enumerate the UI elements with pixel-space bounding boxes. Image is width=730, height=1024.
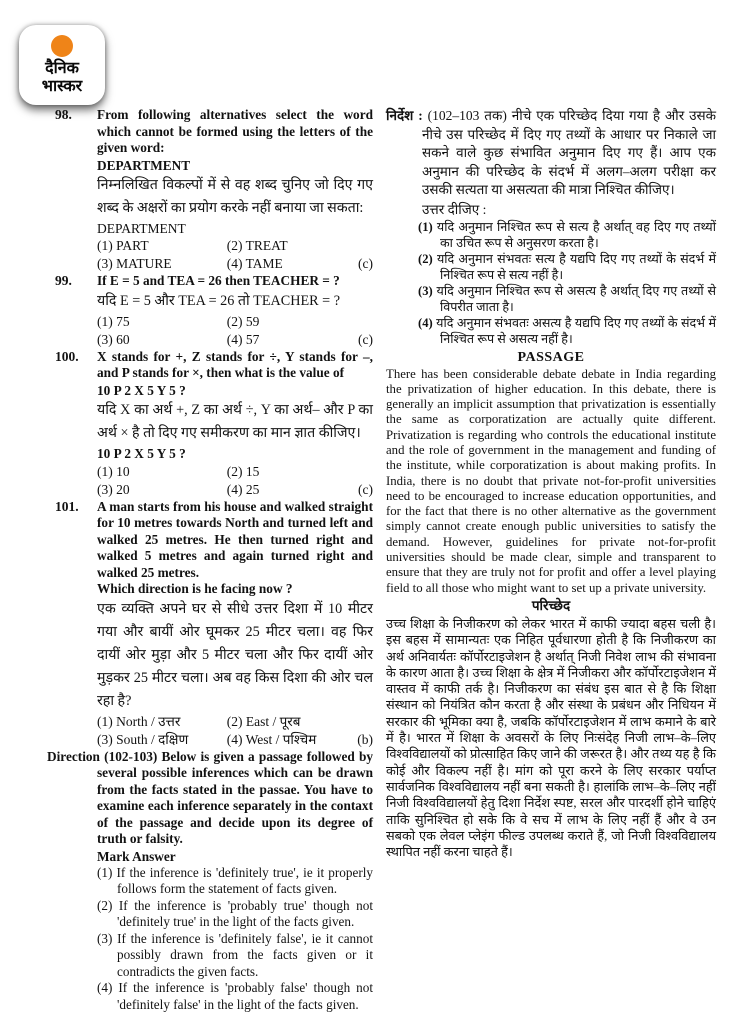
question-body [97, 499, 373, 749]
option-text: यदि अनुमान निश्चित रूप से सत्य है अर्थात् वह दिए गए तथ्यों का उचित रूप से अनुसरण करता है। [436, 219, 716, 250]
option-marker: (3) [418, 283, 433, 298]
direction-text: Below is given a passage followed by several possible inferences which can be drawn from the facts stated in the passae. You have to examine each inference separately in the contaxt of the passage and decide upon its degree of truth or falsity. [97, 748, 373, 846]
options-row [97, 331, 373, 349]
question-body [97, 273, 373, 349]
nirdesh-label: निर्देश : [386, 108, 423, 123]
options-row [97, 713, 373, 731]
passage-text-hi: उच्च शिक्षा के निजीकरण को लेकर भारत में काफी ज्यादा बहस चली है। इस बहस में सामान्यतः एक निहित पूर्वधारणा होती है कि निजीकरण का अर्थ अनिवार्यतः कॉर्पोरटाइजेशन है अर्थात् निजी निवेश लाभ की संभावना के कारण आता है। उच्च शिक्षा के क्षेत्र में निजीकरा और कॉर्पोरटाइजेशन में वास्तव में काफी तर्क है। निजीकरण का संबंध इस बात से है कि शिक्षा संस्थान को नियंत्रित कौन करता है और संस्था के प्रबंधन और निधियन में सरकार की भूमिका क्या है, जबकि कॉर्पोरटाइजेशन में लाभ कमाने के बारे में है। भारत में शिक्षा के अवसरों के लिए निःसंदेह निजी लाभ–के–लिए विश्वविद्यालयों को प्रोत्साहित किए जाने की जरूरत है। और तथ्य यह है कि कोई और विकल्प नहीं है। मांग को पूरा करने के लिए सरकार पर्याप्त सार्वजनिक विश्वविद्यालय नहीं बना सकती है। हालांकि लाभ–के–लिए नहीं निजी विश्वविद्यालयों हेतु दिशा निर्देश स्पष्ट, सरल और पारदर्शी होने चाहिएं ताकि सुनिश्चित हो सके कि वे सच में लाभ के लिए नहीं हैं और वे उन सबको एक लेवल प्लेइंग फील्ड उपलब्ध कराते हैं, जो निजी विश्वविद्यालय स्थापित नहीं करना चाहते हैं। [386, 616, 716, 860]
equation-line-en: 10 P 2 X 5 Y 5 ? [97, 382, 186, 398]
option-text: यदि अनुमान संभवतः सत्य है यद्यपि दिए गए तथ्यों के संदर्भ में निश्चित रूप से सत्य नहीं है। [436, 251, 716, 282]
question-body [97, 107, 373, 273]
equation-line-hi: 10 P 2 X 5 Y 5 ? [97, 446, 186, 461]
passage-text-en: There has been considerable debate debate in India regarding the privatization of higher education. In this debate, there is generally an implicit assumption that privatization is essentially the same as corporatization are actually quite different. Privatization is regarding who controls the educational institute and the role of government in the management and funding of the institute, while corporatization is about making profits. In India, there is no doubt that private not-for-profit universities need to be encouraged to increase education opportunities, and for the fact that there is no other alternative as the government simply cannot create enough public universities to satisfy the demand. However, guidelines for private not-for-profit universities should be made clear, simple and transparent to ensure that they are truly not for profit and offer a level playing field to all those who might want to set up a private university. [386, 366, 716, 595]
question-subtext-en: Which direction is he facing now ? [97, 581, 293, 596]
option-marker: (2) [418, 251, 433, 266]
question-text-en: From following alternatives select the word which cannot be formed using the letters of the given word: [97, 107, 373, 155]
question-text-hi: यदि E = 5 और TEA = 26 तो TEACHER = ? [97, 292, 340, 309]
options-row [97, 481, 373, 499]
question-text-en: A man starts from his house and walked straight for 10 metres towards North and turned left and walked 25 metres. He then turned right and walked 5 metres and again turned right and walked 25 metres. [97, 498, 373, 580]
question-number: 98. [55, 107, 72, 122]
question-text-en: If E = 5 and TEA = 26 then TEACHER = ? [97, 273, 340, 288]
option-2: (2) TREAT [226, 238, 288, 253]
option-1: (1) North / उत्तर [97, 713, 181, 729]
option-4: (4) TAME [226, 256, 283, 271]
option-1: (1) PART [97, 238, 149, 253]
option-2: (2) 15 [226, 463, 260, 479]
logo-line-1: दैनिक [45, 60, 79, 78]
nirdesh-text: (102–103 तक) नीचे एक परिच्छेद दिया गया है और उसके नीचे उस परिच्छेद में दिए गए तथ्यों के आधार पर निकाले जा सकने वाले कुछ संभावित अनुमान दिए गए हैं। आप एक अनुमान की परिच्छेद के संदर्भ में अलग–अलग परीक्षा कर उसकी सत्यता या असत्यता की मात्रा निश्चित कीजिए। [422, 108, 717, 197]
options-row [97, 237, 373, 255]
question-number: 101. [55, 498, 79, 514]
answer-key: (c) [358, 256, 373, 271]
logo-sun-icon [51, 35, 73, 57]
question-text-en: X stands for +, Z stands for ÷, Y stands for –, and P stands for ×, then what is the value of [97, 348, 373, 380]
option-3: (3) 60 [97, 331, 130, 347]
answer-key: (c) [358, 481, 373, 497]
dainik-bhaskar-logo [19, 25, 105, 105]
option-2: (2) 59 [226, 313, 260, 329]
option-3: (3) MATURE [97, 256, 172, 271]
option-4: (4) 25 [226, 481, 260, 497]
answer-key: (c) [358, 331, 373, 347]
mark-answer-heading: Mark Answer [97, 848, 176, 864]
logo-text [42, 60, 82, 95]
options-row [97, 731, 373, 749]
mark-answer-item-2: (2) If the inference is 'probably true' though not 'definitely true' in the light of the facts given. [97, 897, 373, 929]
question-number: 99. [55, 273, 72, 288]
given-word-repeat: DEPARTMENT [97, 220, 186, 236]
option-1: (1) 75 [97, 313, 130, 329]
question-text-hi: यदि X का अर्थ +, Z का अर्थ ÷, Y का अर्थ– और P का अर्थ × है तो दिए गए समीकरण का मान ज्ञात कीजिए। [97, 402, 373, 441]
inference-option-4 [418, 315, 716, 347]
option-3: (3) South / दक्षिण [97, 731, 189, 747]
option-4: (4) 57 [226, 331, 260, 347]
answer-key: (b) [357, 731, 373, 747]
mark-answer-item-4: (4) If the inference is 'probably false' though not 'definitely false' in the light of the facts given. [97, 980, 373, 1012]
option-2: (2) East / पूरब [226, 713, 301, 729]
option-1: (1) 10 [97, 463, 130, 479]
direction-102-103 [47, 749, 373, 848]
inference-option-3 [418, 283, 716, 315]
given-word: DEPARTMENT [97, 157, 191, 173]
options-row [97, 463, 373, 481]
question-body [97, 349, 373, 499]
option-text: यदि अनुमान निश्चित रूप से असत्य है अर्थात् दिए गए तथ्यों से विपरीत जाता है। [436, 283, 717, 314]
question-98 [55, 107, 373, 273]
options-row [97, 255, 373, 273]
inference-option-1 [418, 219, 716, 251]
mark-answer-item-1: (1) If the inference is 'definitely true', ie it properly follows form the statement of facts given. [97, 864, 373, 896]
option-text: यदि अनुमान संभवतः असत्य है यद्यपि दिए गए तथ्यों के संदर्भ में निश्चित रूप से असत्य नहीं है। [436, 315, 716, 346]
option-marker: (4) [418, 315, 433, 330]
passage-heading: PASSAGE [517, 349, 585, 365]
right-column [386, 107, 716, 860]
logo-line-2: भास्कर [41, 77, 83, 95]
question-101 [55, 499, 373, 749]
question-text-hi: एक व्यक्ति अपने घर से सीधे उत्तर दिशा में 10 मीटर गया और बायीं ओर घूमकर 25 मीटर चला। वह फिर दायीं ओर मुड़ा और 5 मीटर चला और फिर दायीं ओर मुड़कर 25 मीटर चला। अब वह किस दिशा की ओर चल रहा है? [97, 600, 373, 709]
option-4: (4) West / पश्चिम [226, 731, 317, 747]
question-number: 100. [55, 348, 79, 364]
nirdesh-direction-hi [386, 107, 716, 200]
parichchhed-heading: परिच्छेद [531, 597, 571, 613]
option-3: (3) 20 [97, 481, 130, 497]
direction-label: Direction (102-103) [47, 748, 158, 764]
question-text-hi: निम्नलिखित विकल्पों में से वह शब्द चुनिए जो दिए गए शब्द के अक्षरों का प्रयोग करके नहीं बनाया जा सकता: [97, 176, 373, 216]
inference-option-2 [418, 251, 716, 283]
option-marker: (1) [418, 219, 433, 234]
options-row [97, 313, 373, 331]
left-column [47, 107, 373, 1013]
mark-answer-item-3: (3) If the inference is 'definitely false', ie it cannot possibly drawn from the facts given or it contradicts the given facts. [97, 930, 373, 979]
question-99 [55, 273, 373, 349]
uttar-dijiye-label: उत्तर दीजिए : [422, 201, 487, 217]
question-100 [55, 349, 373, 499]
